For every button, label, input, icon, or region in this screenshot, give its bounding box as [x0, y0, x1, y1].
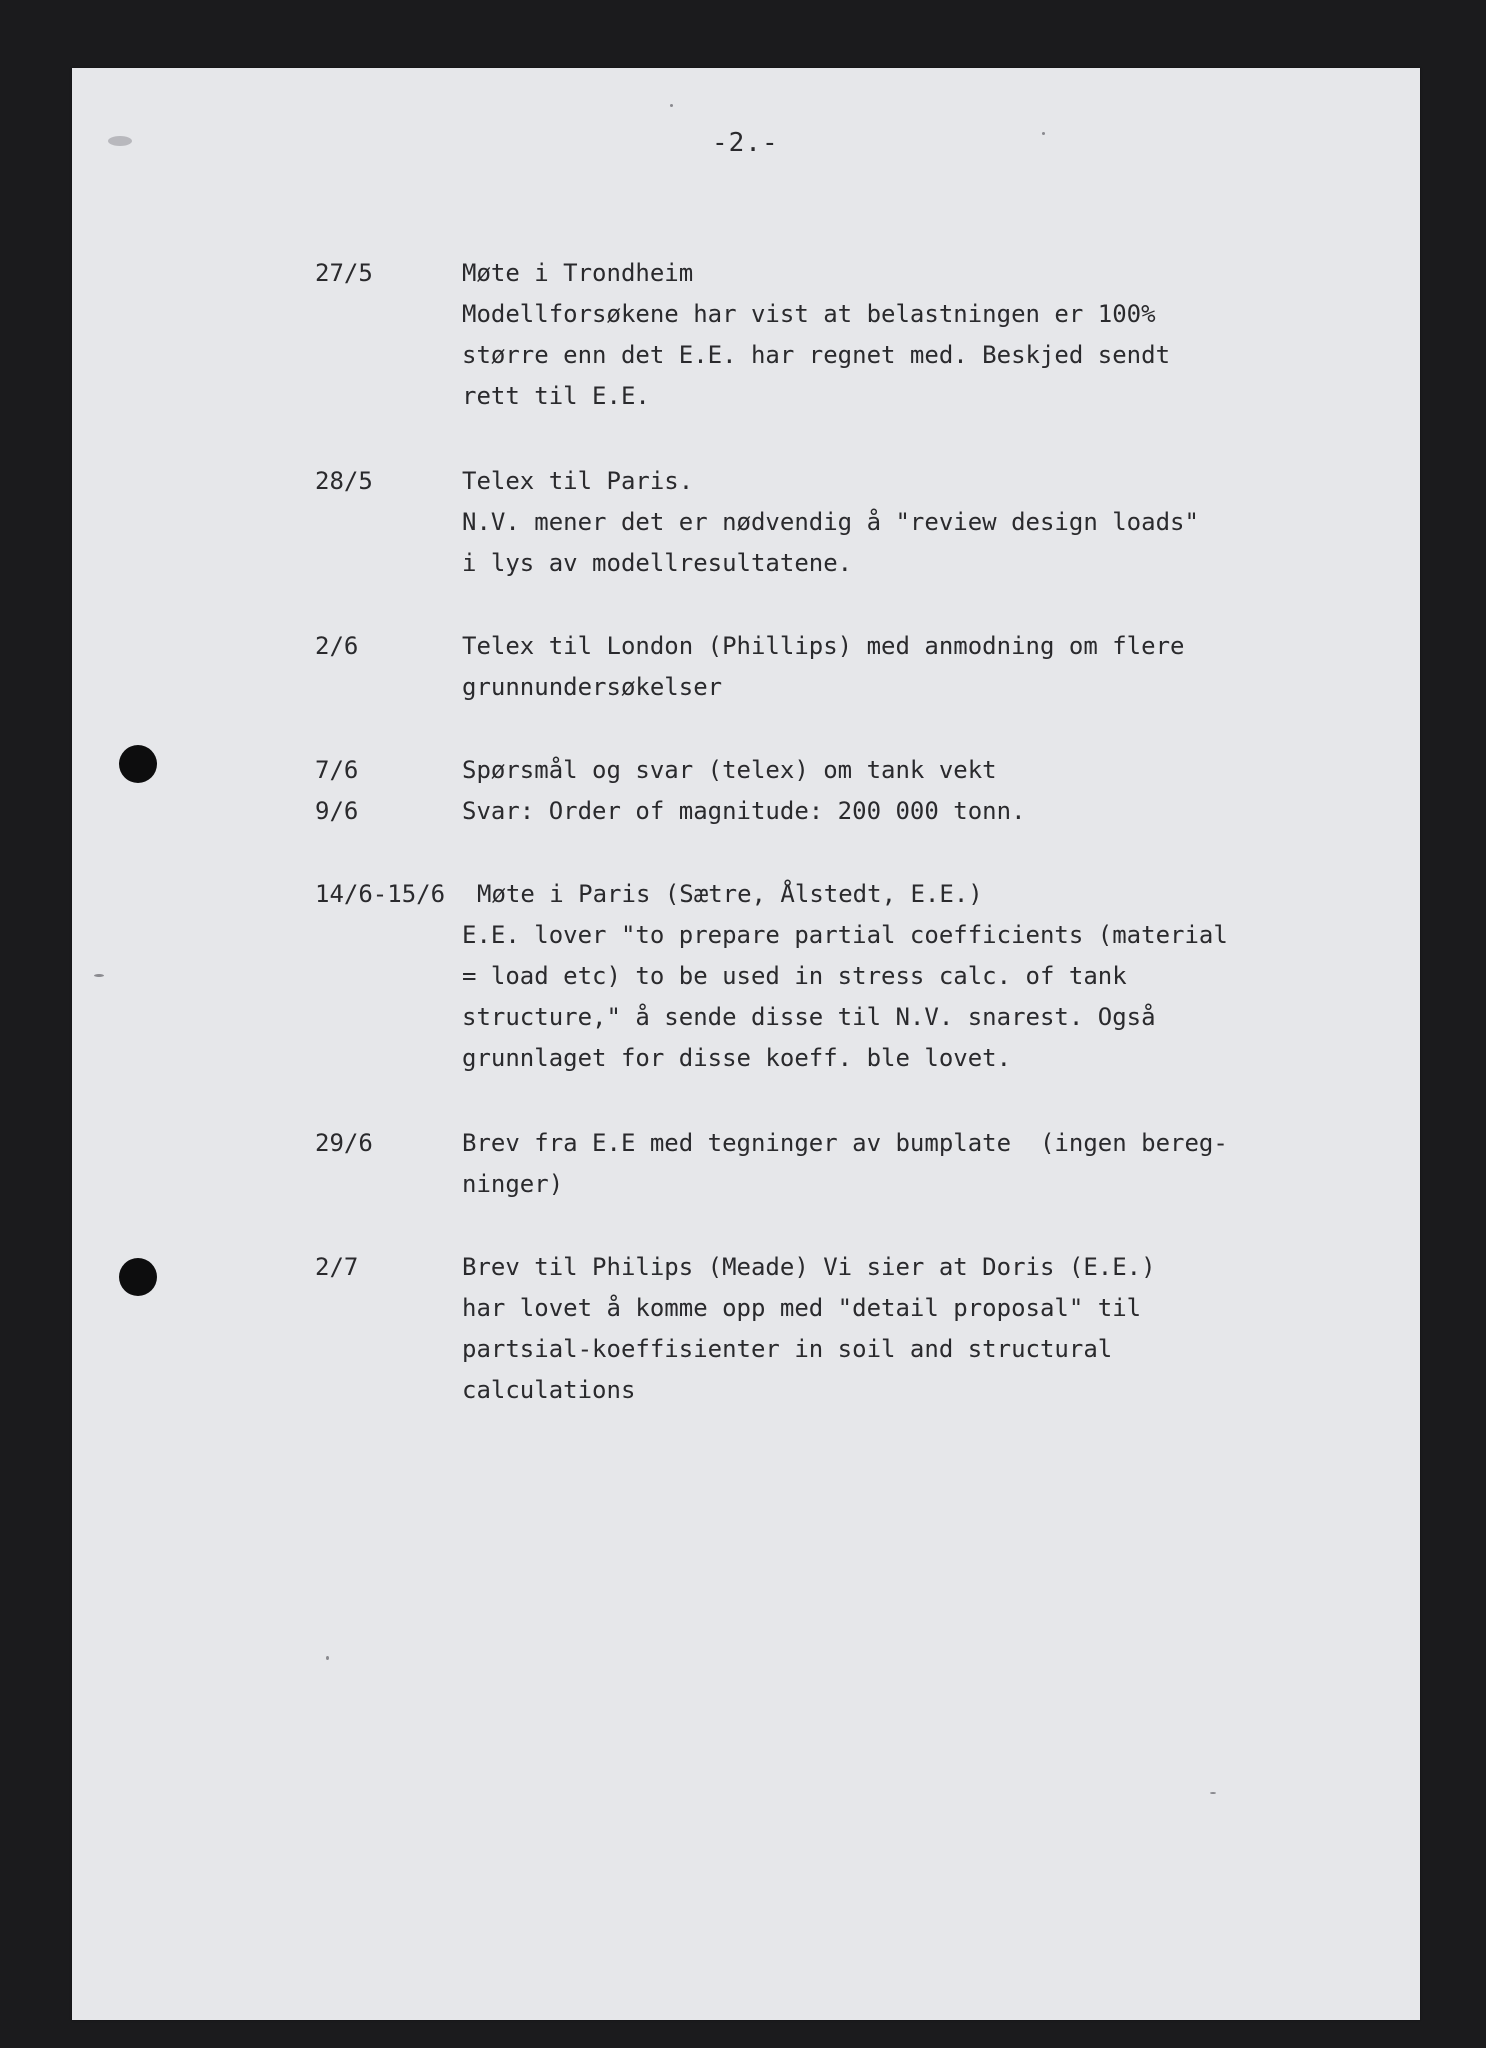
paper-speck	[94, 974, 104, 977]
paper-speck	[670, 104, 673, 107]
document-page	[72, 68, 1420, 2020]
paper-speck	[1042, 132, 1045, 135]
entry-line: grunnlaget for disse koeff. ble lovet.	[462, 1044, 1012, 1072]
entry-line: rett til E.E.	[462, 382, 650, 410]
entry-line: Spørsmål og svar (telex) om tank vekt	[462, 756, 997, 784]
punch-hole	[119, 745, 157, 783]
entry-date: 2/6	[315, 632, 359, 660]
entry-line: i lys av modellresultatene.	[462, 549, 853, 577]
paper-speck	[108, 136, 132, 146]
entry-line: har lovet å komme opp med "detail proposal" til	[462, 1294, 1142, 1322]
entry-date: 27/5	[315, 259, 373, 287]
entry-date: 29/6	[315, 1129, 373, 1157]
entry-line: Brev til Philips (Meade) Vi sier at Doris (E.E.)	[462, 1253, 1156, 1281]
entry-line: = load etc) to be used in stress calc. of tank	[462, 962, 1127, 990]
entry-line: calculations	[462, 1376, 636, 1404]
entry-date: 7/6	[315, 756, 359, 784]
entry-line: E.E. lover "to prepare partial coefficients (material	[462, 921, 1228, 949]
entry-line: Møte i Paris (Sætre, Ålstedt, E.E.)	[477, 880, 983, 908]
entry-line: større enn det E.E. har regnet med. Beskjed sendt	[462, 341, 1171, 369]
paper-speck	[326, 1656, 329, 1660]
paper-speck	[1210, 1792, 1216, 1794]
punch-hole	[119, 1258, 157, 1296]
entry-line: structure," å sende disse til N.V. snarest. Også	[462, 1003, 1156, 1031]
entry-line: Telex til Paris.	[462, 467, 694, 495]
entry-line: partsial-koeffisienter in soil and structural	[462, 1335, 1113, 1363]
entry-line: Modellforsøkene har vist at belastningen er 100%	[462, 300, 1156, 328]
entry-line: grunnundersøkelser	[462, 673, 723, 701]
entry-line: Brev fra E.E med tegninger av bumplate (ingen bereg-	[462, 1129, 1228, 1157]
entry-line: Svar: Order of magnitude: 200 000 tonn.	[462, 797, 1026, 825]
entry-line: Møte i Trondheim	[462, 259, 694, 287]
entry-line: Telex til London (Phillips) med anmodning om flere	[462, 632, 1185, 660]
entry-date: 14/6-15/6	[315, 880, 446, 908]
entry-date: 2/7	[315, 1253, 359, 1281]
entry-date: 9/6	[315, 797, 359, 825]
entry-line: N.V. mener det er nødvendig å "review design loads"	[462, 508, 1199, 536]
entry-date: 28/5	[315, 467, 373, 495]
page-number: -2.-	[712, 128, 779, 158]
entry-line: ninger)	[462, 1170, 564, 1198]
